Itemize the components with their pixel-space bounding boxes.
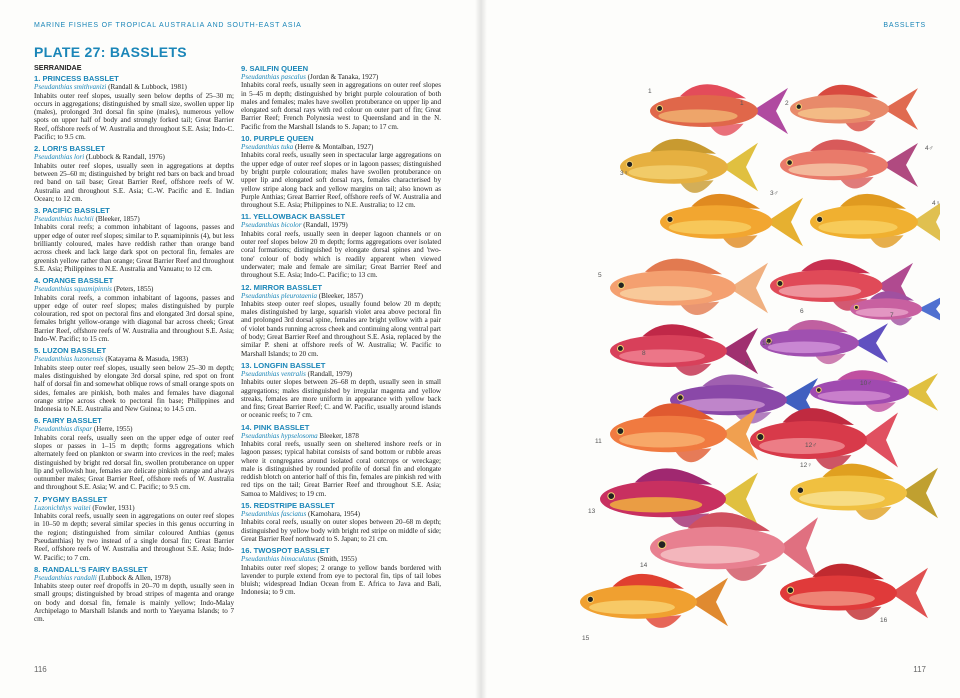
species-name-line xyxy=(34,355,234,363)
species-entry xyxy=(34,144,234,203)
species-description: Inhabits steep outer reef dropoffs in 20–70 m depth, usually seen in small groups; distinguished by broad stripes of magenta and orange on body and dorsal fin, female is mainly yellow; Indo-Malay Archipelago to Marshall Islands and north to Yaeyama Islands; to 7 cm. xyxy=(34,582,234,624)
plate-number-label: 12♂ xyxy=(805,442,818,449)
species-entry xyxy=(34,206,234,273)
species-heading: 12. MIRROR BASSLET xyxy=(241,282,323,292)
fish-illustration xyxy=(810,194,940,248)
species-heading: 1. PRINCESS BASSLET xyxy=(34,74,119,84)
scientific-name: Pseudanthias squamipinnis xyxy=(34,285,112,294)
fish-belly xyxy=(589,600,675,614)
fish-illustration xyxy=(580,574,728,628)
plate-number-label: 15 xyxy=(582,635,590,642)
plate-number-label: 2 xyxy=(785,100,789,107)
page-number-left: 116 xyxy=(34,665,47,674)
scientific-name: Pseudanthias luzonensis xyxy=(34,355,104,364)
species-entry xyxy=(241,134,441,209)
fish-belly xyxy=(620,286,712,301)
scientific-name: Pseudanthias huchtii xyxy=(34,215,94,224)
fish-belly xyxy=(856,308,909,317)
species-name-line xyxy=(34,504,234,512)
species-authority: (Randall & Lubbock, 1981) xyxy=(106,83,187,92)
fish-belly xyxy=(818,391,891,402)
species-heading: 2. LORI'S BASSLET xyxy=(34,144,106,154)
species-heading: 6. FAIRY BASSLET xyxy=(34,416,102,426)
fish-belly xyxy=(759,438,845,454)
species-entry xyxy=(241,361,441,420)
fish-eye xyxy=(817,216,823,222)
family-heading: SERRANIDAE xyxy=(34,63,82,72)
plate-number-label: 4♀ xyxy=(932,200,941,207)
species-description: Inhabits outer reef slopes, usually seen in aggregations at depths between 25–60 m; distinguished by bright red bars on back and broad red band on tail base; Great Barrier Reef, offshore reefs of W. Australia and throughout S.E. Asia; C.-W. Pacific and E. Indian Ocean; to 12 cm. xyxy=(34,161,234,203)
species-entry xyxy=(241,283,441,358)
species-description: Inhabits coral reefs, usually seen in aggregations on outer reef slopes in 5–45 m depth; distinguished by bright purple colouration of both males and females; males have swollen protuberance on upper lip and elongated soft dorsal rays with red colour on outer part of fin; Great Barrier Reef; French Polynesia west to Queensland and in the N. Pacific from the Marshall Islands to S. Japan; to 17 cm. xyxy=(241,81,441,131)
fish-eye xyxy=(657,106,663,112)
species-name-line xyxy=(241,370,441,378)
fish-eye xyxy=(587,596,593,602)
running-head-left: MARINE FISHES OF TROPICAL AUSTRALIA AND SOUTH-EAST ASIA xyxy=(34,22,302,29)
fish-belly xyxy=(818,220,897,234)
plate-number-label: 3♂ xyxy=(770,190,779,197)
species-name-line xyxy=(34,153,234,161)
fish-illustration xyxy=(650,84,788,135)
species-authority: (Herre, 1955) xyxy=(92,425,133,434)
fish-belly xyxy=(619,432,705,447)
fish-eye xyxy=(854,305,858,309)
species-heading: 7. PYGMY BASSLET xyxy=(34,494,108,504)
species-authority: Bleeker, 1878 xyxy=(317,431,359,440)
species-name-line xyxy=(34,83,234,91)
species-description: Inhabits coral reefs, a common inhabitant of lagoons, passes and upper edge of outer reef slopes; males distinguished by purple colouration, red spot on pectoral fins and elongated 3rd dorsal spine, females bright yellow-orange with diagonal bar across cheek; Great Barrier Reef, offshore reefs of W. Australia and throughout S.E. Asia; Indo-W. Pacific; to 15 cm. xyxy=(34,293,234,344)
species-name-line xyxy=(241,292,441,300)
species-entry xyxy=(241,64,441,131)
fish-illustration xyxy=(610,259,768,315)
scientific-name: Pseudanthias hypselosoma xyxy=(241,431,318,440)
species-authority: (Bleeker, 1857) xyxy=(93,215,140,224)
plate-number-label: 1 xyxy=(740,100,744,107)
species-entry xyxy=(241,423,441,498)
fish-belly xyxy=(768,342,841,354)
fish-illustration xyxy=(660,194,803,248)
fish-eye xyxy=(757,434,764,441)
species-heading: 16. TWOSPOT BASSLET xyxy=(241,546,330,556)
species-description: Inhabits steep outer reef slopes, usually seen below 25–30 m depth; males distinguished by elongate 3rd dorsal spine, red spot on front half of dorsal fin and somewhat oblique rows of small orange spots on sides, females are pinkish, both males and females have diagonal orange stripe across cheek to pectoral fin base; Philippines and Indonesia to N.E. Australia and New Guinea; to 14.5 cm. xyxy=(34,363,234,414)
fish-eye xyxy=(787,587,793,593)
species-name-line xyxy=(241,510,441,518)
plate-number-label: 16 xyxy=(880,617,888,624)
fish-illustration xyxy=(760,320,888,364)
plate-number-label: 4♂ xyxy=(925,145,934,152)
species-authority: (Peters, 1855) xyxy=(111,285,154,294)
fish-belly xyxy=(798,107,871,119)
fish-belly xyxy=(779,284,862,297)
fish-eye xyxy=(816,388,821,393)
scientific-name: Pseudanthias lori xyxy=(34,153,85,162)
species-entry xyxy=(34,565,234,624)
species-name-line xyxy=(241,73,441,81)
species-description: Inhabits coral reefs, usually seen on the upper edge of outer reef slopes or passes in 1–15 m depth; forms aggregations which alternately feed on plankton or swarm into crevices in the reef; males distinguished by bright red dorsal fin, swollen protuberance on upper lip and yellowish hue, females are delicate pinkish orange and always outnumber males; Great Barrier Reef, offshore reefs of W. Australia and throughout S.E. Asia; W. and C. Pacific; to 9.5 cm. xyxy=(34,433,234,492)
text-column-1 xyxy=(34,64,234,627)
species-entry xyxy=(241,212,441,279)
text-column-2 xyxy=(241,64,441,600)
scientific-name: Pseudanthias bicolor xyxy=(241,221,302,230)
fish-belly xyxy=(789,591,875,606)
scientific-name: Pseudanthias tuka xyxy=(241,143,294,152)
scientific-name: Pseudanthias fasciatus xyxy=(241,510,307,519)
species-name-line xyxy=(241,143,441,151)
plate-number-label: 7 xyxy=(890,312,894,319)
species-authority: (Bleeker, 1857) xyxy=(317,291,364,300)
species-description: Inhabits coral reefs, usually seen in deeper lagoon channels or on outer reef slopes below 20 m depth; forms aggregations over isolated coral formations; distinguished by elongate dorsal spines and 'two-tone' colour of body which is readily apparent when viewed underwater; male and female are similar; Great Barrier Reef and throughout S.E. Asia; Indo-C. Pacific; to 13 cm. xyxy=(241,229,441,280)
species-description: Inhabits coral reefs, usually on outer slopes between 20–68 m depth; distinguished by yellow body with bright red stripe on middle of side; Great Barrier Reef northward to S. Japan; to 21 cm. xyxy=(241,518,441,543)
fish-eye xyxy=(617,428,624,435)
species-authority: (Randall, 1979) xyxy=(305,369,353,378)
species-entry xyxy=(34,416,234,491)
fish-eye xyxy=(617,346,623,352)
fish-eye xyxy=(667,216,673,222)
fish-eye xyxy=(777,281,783,287)
species-heading: 14. PINK BASSLET xyxy=(241,422,310,432)
species-heading: 3. PACIFIC BASSLET xyxy=(34,206,110,216)
species-name-line xyxy=(241,432,441,440)
species-authority: (Kamohara, 1954) xyxy=(306,510,361,519)
species-entry xyxy=(34,495,234,562)
plate-number-label: 13 xyxy=(588,508,596,515)
plate-number-label: 9 xyxy=(745,360,749,367)
species-heading: 5. LUZON BASSLET xyxy=(34,346,107,356)
book-gutter xyxy=(475,0,487,698)
plate-number-label: 1 xyxy=(648,88,652,95)
fish-eye xyxy=(796,104,801,109)
fish-illustration xyxy=(610,324,758,375)
species-authority: (Lubbock & Randall, 1976) xyxy=(84,153,165,162)
fish-illustrations xyxy=(500,50,940,660)
plate-number-label: 8 xyxy=(642,350,646,357)
fish-eye xyxy=(627,161,633,167)
plate-number-label: 5 xyxy=(598,272,602,279)
species-entry xyxy=(241,546,441,596)
fish-illustration xyxy=(750,408,898,469)
fish-eye xyxy=(678,395,684,401)
fish-belly xyxy=(658,109,737,122)
species-description: Inhabits coral reefs, usually seen in spectacular large aggregations on the upper edge of outer reef slopes or in lagoon passes; distinguished by bright purple colouration; males have swollen protuberance on upper lip and elongated soft dorsal rays, females characterised by yellow stripe along back and yellow margins on tail; also known as Purple Anthias; Great Barrier Reef, offshore reefs of W. Australia and throughout S.E. Asia; Philippines to N.E. Australia; to 12 cm. xyxy=(241,151,441,210)
fish-illustration xyxy=(780,139,918,188)
species-name-line xyxy=(241,221,441,229)
species-description: Inhabits outer reef slopes; 2 orange to yellow bands bordered with lavender to purple extend from eye to pectoral fin, tips of tail lobes bluish; widespread Indian Ocean from E. Africa to Java and Bali, Indonesia; to 9 cm. xyxy=(241,563,441,597)
plate-number-label: 10♂ xyxy=(860,380,873,387)
species-authority: (Lubbock & Allen, 1978) xyxy=(96,573,171,582)
species-heading: 15. REDSTRIPE BASSLET xyxy=(241,501,335,511)
species-authority: (Smith, 1955) xyxy=(315,555,357,564)
species-entry xyxy=(34,346,234,413)
species-heading: 8. RANDALL'S FAIRY BASSLET xyxy=(34,564,148,574)
fish-belly xyxy=(619,349,705,362)
fish-illustration xyxy=(810,370,938,412)
species-description: Inhabits steep outer reef slopes, usually found below 20 m depth; males distinguished by large, squarish violet area above pectoral fin and prolonged 3rd dorsal spine, females are bright yellow with a pair of violet bands running across cheek and continuing along ventral part of body; Great Barrier Reef and throughout S.E. Asia, replaced by the similar P. sheni at offshore reefs of W. Australia; W. Pacific to Marshall Islands; to 20 cm. xyxy=(241,299,441,358)
species-authority: (Fowler, 1931) xyxy=(90,503,135,512)
species-heading: 11. YELLOWBACK BASSLET xyxy=(241,212,346,222)
species-authority: (Randall, 1979) xyxy=(301,221,348,230)
fish-eye xyxy=(787,160,793,166)
plate-number-label: 10♀ xyxy=(762,340,775,347)
fish-eye xyxy=(618,282,624,288)
species-name-line xyxy=(241,555,441,563)
fish-illustration xyxy=(780,564,928,620)
plate-number-label: 11 xyxy=(595,438,602,445)
fish-plate xyxy=(500,50,940,660)
species-description: Inhabits outer reef slopes, usually seen below depths of 25–30 m; occurs in aggregations; distinguished by small size, swollen upper lip (males), prolonged 3rd dorsal fin spine (males), numerous yellow spots on upper half of body and strongly forked tail; Great Barrier Reef, offshore reefs of W. Australia and throughout S.E. Asia; Indo-C. Pacific; to 9.5 cm. xyxy=(34,91,234,142)
species-authority: (Herre & Montalban, 1927) xyxy=(293,143,374,152)
plate-number-label: 12♀ xyxy=(800,462,813,469)
species-entry xyxy=(241,501,441,543)
fish-eye xyxy=(658,541,666,549)
scientific-name: Pseudanthias smithvanizi xyxy=(34,83,107,92)
page-number-right: 117 xyxy=(913,665,926,674)
plate-number-label: 14 xyxy=(640,562,648,569)
scientific-name: Pseudanthias randalli xyxy=(34,573,97,582)
fish-illustration xyxy=(790,85,918,132)
fish-illustration xyxy=(650,512,818,581)
species-description: Inhabits coral reefs; a common inhabitant of lagoons, passes and upper edge of outer reef slopes; similar to P. squamipinnis (4), but less brilliantly coloured, males have reddish rather than orange band across cheek and lack large dark spot on pectoral fin, females are greenish yellow rather than orange; Great Barrier Reef and throughout S.E. Asia; Philippines to N.E. Australia and Vanuatu; to 12 cm. xyxy=(34,223,234,273)
scientific-name: Luzonichthys waitei xyxy=(34,503,91,512)
species-list-1 xyxy=(34,74,234,623)
scientific-name: Pseudanthias pascalus xyxy=(241,73,306,81)
fish-belly xyxy=(661,546,760,564)
fish-belly xyxy=(669,220,752,234)
scientific-name: Pseudanthias pleurotaenia xyxy=(241,291,317,300)
species-name-line xyxy=(34,285,234,293)
species-name-line xyxy=(34,215,234,223)
plate-title: PLATE 27: BASSLETS xyxy=(34,44,187,60)
fish-eye xyxy=(608,493,615,500)
species-heading: 4. ORANGE BASSLET xyxy=(34,276,114,286)
fish-belly xyxy=(799,491,885,506)
species-authority: (Katayama & Masuda, 1983) xyxy=(103,355,189,364)
scientific-name: Pseudanthias bimaculatus xyxy=(241,555,316,564)
species-entry xyxy=(34,74,234,141)
fish-illustration xyxy=(790,464,938,520)
species-entry xyxy=(34,276,234,343)
species-authority: (Jordan & Tanaka, 1927) xyxy=(305,73,379,81)
running-head-right: BASSLETS xyxy=(883,22,926,29)
fish-illustration xyxy=(620,139,758,193)
species-description: Inhabits coral reefs, usually seen in aggregations on outer reef slopes in 10–50 m depth; several similar species in this genus occurring in the region; distinguished from similar coloured Anthias (genus Pseudanthias) by two instead of a single dorsal fin; Great Barrier Reef, offshore reefs of W. Australia and throughout S.E. Asia; Indo-W. Pacific; to 7 cm. xyxy=(34,512,234,562)
fish-eye xyxy=(797,487,803,493)
plate-number-label: 6 xyxy=(800,308,804,315)
species-description: Inhabits outer slopes between 26–68 m depth, usually seen in small aggregations; males distinguished by irregular magenta and yellow streaks, females are more uniform in appearance with yellow back and fins; Great Barrier Reef; C. and W. Pacific, usually around islands or oceanic reefs; to 7 cm. xyxy=(241,378,441,420)
species-heading: 13. LONGFIN BASSLET xyxy=(241,360,326,370)
species-description: Inhabits coral reefs, usually seen on sheltered inshore reefs or in lagoon passes; typical habitat consists of sand bottom or rubble areas where it congregates around isolated coral outcrops or wreckage; male is distinguished by rounded profile of dorsal fin and elongate reddish blotch on anterior half of this fin, females are pinkish red with red tips on the tail; Great Barrier Reef and throughout S.E. Asia; Samoa to Maldives; to 19 cm. xyxy=(241,439,441,498)
scientific-name: Pseudanthias ventralis xyxy=(241,369,306,378)
species-name-line xyxy=(34,425,234,433)
plate-number-label: 3♀ xyxy=(620,170,629,177)
species-list-2 xyxy=(241,64,441,597)
fish-belly xyxy=(628,165,707,179)
species-heading: 9. SAILFIN QUEEN xyxy=(241,64,309,73)
species-heading: 10. PURPLE QUEEN xyxy=(241,134,314,144)
fish-belly xyxy=(610,497,702,512)
fish-belly xyxy=(788,163,867,176)
species-name-line xyxy=(34,574,234,582)
scientific-name: Pseudanthias dispar xyxy=(34,425,93,434)
